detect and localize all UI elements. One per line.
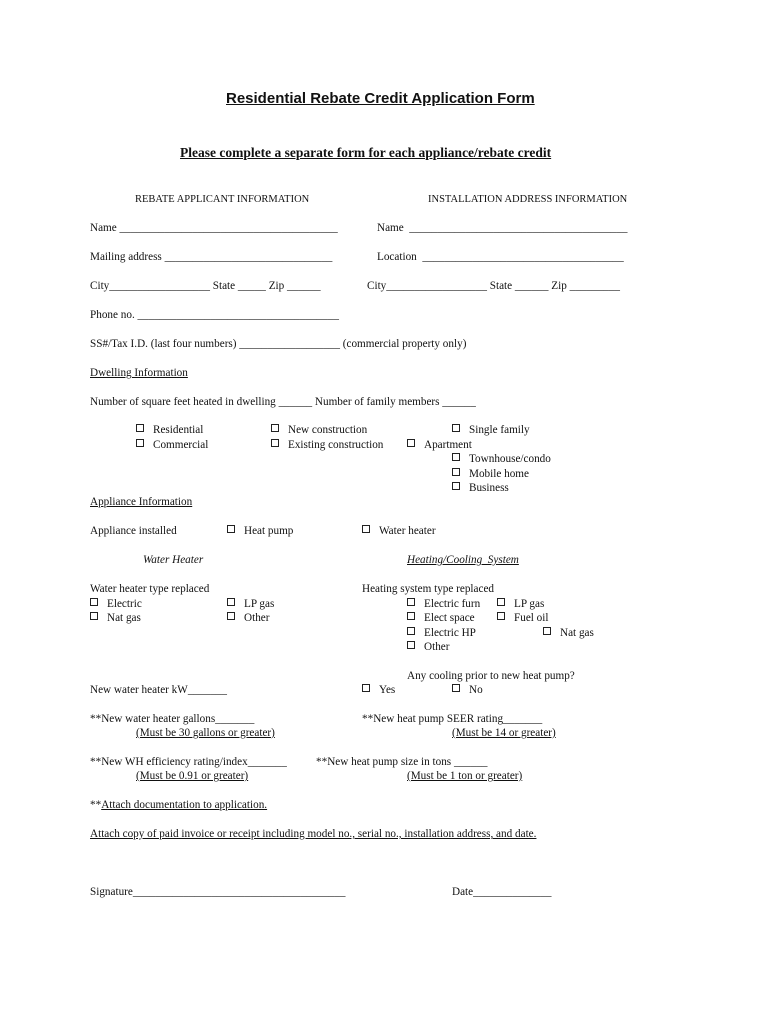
- checkbox-icon: [497, 612, 505, 620]
- option-label: New construction: [288, 424, 368, 436]
- option-label: Electric HP: [424, 627, 476, 639]
- option-label: Fuel oil: [514, 612, 549, 624]
- mailing-address-field[interactable]: Mailing address ______________________________: [90, 251, 333, 263]
- applicant-heading: REBATE APPLICANT INFORMATION: [135, 194, 310, 205]
- checkbox-icon: [362, 684, 370, 692]
- dwelling-heading: Dwelling Information: [90, 367, 188, 379]
- checkbox-icon: [452, 453, 460, 461]
- option-label: Existing construction: [288, 439, 384, 451]
- option-label: Mobile home: [469, 468, 529, 480]
- checkbox-icon: [452, 468, 460, 476]
- location-field[interactable]: Location ____________________________________: [377, 251, 624, 263]
- checkbox-hs-fuel-oil[interactable]: [497, 611, 549, 625]
- option-label: Water heater: [379, 525, 436, 537]
- checkbox-icon: [227, 598, 235, 606]
- checkbox-heat-pump[interactable]: [227, 524, 293, 538]
- seer-rating-field[interactable]: **New heat pump SEER rating_______: [362, 713, 543, 725]
- form-subtitle: Please complete a separate form for each appliance/rebate credit: [180, 145, 552, 160]
- checkbox-cooling-no[interactable]: [452, 683, 483, 697]
- checkbox-icon: [271, 424, 279, 432]
- option-label: Other: [244, 612, 270, 624]
- heating-cooling-heading: Heating/Cooling System: [407, 554, 519, 566]
- form-title: Residential Rebate Credit Application Form: [226, 90, 535, 107]
- wh-efficiency-field[interactable]: **New WH efficiency rating/index_______: [90, 756, 287, 768]
- option-label: Other: [424, 641, 450, 653]
- installation-name-field[interactable]: Name _______________________________________: [377, 222, 628, 234]
- option-label: No: [469, 684, 483, 696]
- applicant-name-field[interactable]: Name _______________________________________: [90, 222, 338, 234]
- checkbox-icon: [136, 439, 144, 447]
- gallons-note: (Must be 30 gallons or greater): [136, 727, 275, 739]
- attach-copy-text: Attach copy of paid invoice or receipt including model no., serial no., installation address, and date.: [90, 828, 537, 840]
- option-label: Single family: [469, 424, 530, 436]
- seer-note: (Must be 14 or greater): [452, 727, 556, 739]
- checkbox-existing-construction[interactable]: [271, 438, 383, 452]
- option-label: Heat pump: [244, 525, 294, 537]
- checkbox-icon: [407, 627, 415, 635]
- checkbox-icon: [407, 439, 415, 447]
- option-label: Electric: [107, 598, 142, 610]
- applicant-city-state-zip[interactable]: City__________________ State _____ Zip ______: [90, 280, 321, 292]
- installation-city-state-zip[interactable]: City__________________ State ______ Zip _________: [367, 280, 620, 292]
- option-label: Residential: [153, 424, 204, 436]
- ss-tax-id-field[interactable]: SS#/Tax I.D. (last four numbers) __________________ (commercial property only): [90, 338, 467, 350]
- checkbox-water-heater[interactable]: [362, 524, 436, 538]
- checkbox-icon: [407, 641, 415, 649]
- option-label: Apartment: [424, 439, 472, 451]
- checkbox-wh-electric[interactable]: [90, 597, 142, 611]
- checkbox-icon: [452, 424, 460, 432]
- option-label: Business: [469, 482, 509, 494]
- checkbox-wh-other[interactable]: [227, 611, 269, 625]
- option-label: Nat gas: [560, 627, 594, 639]
- checkbox-commercial[interactable]: [136, 438, 208, 452]
- checkbox-hs-other[interactable]: [407, 640, 449, 654]
- heat-pump-size-field[interactable]: **New heat pump size in tons ______: [316, 756, 488, 768]
- checkbox-hs-electric-hp[interactable]: [407, 626, 476, 640]
- checkbox-hs-lpgas[interactable]: [497, 597, 544, 611]
- size-note: (Must be 1 ton or greater): [407, 770, 523, 782]
- checkbox-icon: [227, 525, 235, 533]
- phone-field[interactable]: Phone no. ____________________________________: [90, 309, 339, 321]
- checkbox-new-construction[interactable]: [271, 423, 367, 437]
- checkbox-icon: [227, 612, 235, 620]
- checkbox-icon: [407, 598, 415, 606]
- signature-field[interactable]: Signature______________________________________: [90, 886, 346, 898]
- checkbox-icon: [497, 598, 505, 606]
- wh-kw-field[interactable]: New water heater kW_______: [90, 684, 227, 696]
- cooling-question: Any cooling prior to new heat pump?: [407, 670, 575, 682]
- checkbox-hs-natgas[interactable]: [543, 626, 594, 640]
- option-label: Electric furn: [424, 598, 481, 610]
- checkbox-hs-elect-space[interactable]: [407, 611, 475, 625]
- date-field[interactable]: Date______________: [452, 886, 552, 898]
- checkbox-icon: [452, 482, 460, 490]
- checkbox-cooling-yes[interactable]: [362, 683, 395, 697]
- checkbox-wh-natgas[interactable]: [90, 611, 141, 625]
- attach-prefix: **: [90, 799, 102, 811]
- checkbox-business[interactable]: [452, 481, 509, 495]
- appliance-heading: Appliance Information: [90, 496, 193, 508]
- checkbox-single-family[interactable]: [452, 423, 530, 437]
- checkbox-icon: [90, 598, 98, 606]
- checkbox-wh-lpgas[interactable]: [227, 597, 274, 611]
- checkbox-townhouse[interactable]: [452, 452, 551, 466]
- option-label: LP gas: [244, 598, 275, 610]
- checkbox-apartment[interactable]: [407, 438, 472, 452]
- option-label: LP gas: [514, 598, 545, 610]
- checkbox-icon: [452, 684, 460, 692]
- checkbox-icon: [407, 612, 415, 620]
- checkbox-residential[interactable]: [136, 423, 203, 437]
- checkbox-icon: [136, 424, 144, 432]
- checkbox-mobile-home[interactable]: [452, 467, 529, 481]
- dwelling-sqft-line[interactable]: Number of square feet heated in dwelling ______ Number of family members ______: [90, 396, 476, 408]
- option-label: Townhouse/condo: [469, 453, 551, 465]
- option-label: Nat gas: [107, 612, 141, 624]
- option-label: Yes: [379, 684, 396, 696]
- attach-documentation: [90, 798, 267, 812]
- water-heater-type-label: Water heater type replaced: [90, 583, 210, 595]
- checkbox-icon: [271, 439, 279, 447]
- option-label: Commercial: [153, 439, 209, 451]
- attach-doc-text: Attach documentation to application.: [101, 799, 268, 811]
- checkbox-hs-electric-furn[interactable]: [407, 597, 480, 611]
- installation-heading: INSTALLATION ADDRESS INFORMATION: [428, 194, 628, 205]
- heating-type-label: Heating system type replaced: [362, 583, 495, 595]
- checkbox-icon: [362, 525, 370, 533]
- appliance-installed-label: Appliance installed: [90, 525, 177, 537]
- efficiency-note: (Must be 0.91 or greater): [136, 770, 249, 782]
- water-heater-heading: Water Heater: [143, 554, 204, 566]
- option-label: Elect space: [424, 612, 475, 624]
- checkbox-icon: [90, 612, 98, 620]
- wh-gallons-field[interactable]: **New water heater gallons_______: [90, 713, 255, 725]
- checkbox-icon: [543, 627, 551, 635]
